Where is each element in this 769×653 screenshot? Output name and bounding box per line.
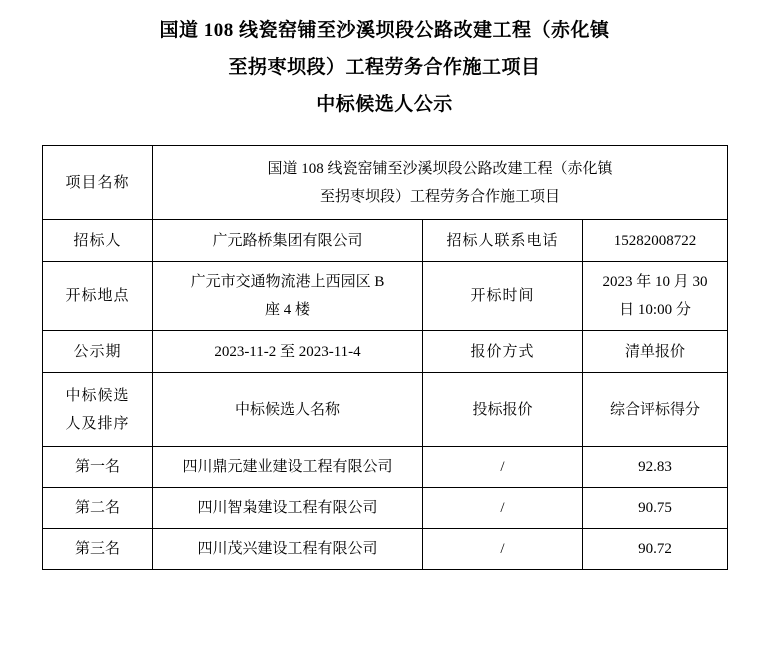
table-row xyxy=(43,220,728,262)
candidate-score: 92.83 xyxy=(583,447,728,488)
candidate-name: 四川智枭建设工程有限公司 xyxy=(153,488,423,529)
bid-open-place-label: 开标地点 xyxy=(43,262,153,331)
candidate-rank: 第一名 xyxy=(43,447,153,488)
table-row xyxy=(43,262,728,331)
table-row xyxy=(43,447,728,488)
candidate-score: 90.75 xyxy=(583,488,728,529)
candidates-label-line-2: 人及排序 xyxy=(65,415,130,432)
bid-open-time-value-line-1: 2023 年 10 月 30 xyxy=(602,274,708,290)
table-row xyxy=(43,529,728,570)
quote-method-value: 清单报价 xyxy=(583,331,728,373)
candidate-price: / xyxy=(423,529,583,570)
page-title xyxy=(0,0,769,123)
tenderee-label: 招标人 xyxy=(43,220,153,262)
candidate-name: 四川茂兴建设工程有限公司 xyxy=(153,529,423,570)
page-title-line-3: 中标候选人公示 xyxy=(316,94,453,115)
table-row xyxy=(43,373,728,447)
tenderee-phone-value: 15282008722 xyxy=(583,220,728,262)
candidates-column-name: 中标候选人名称 xyxy=(153,373,423,447)
bid-open-place-value xyxy=(153,262,423,331)
publicity-period-value: 2023-11-2 至 2023-11-4 xyxy=(153,331,423,373)
project-name-value-line-2: 至拐枣坝段）工程劳务合作施工项目 xyxy=(319,188,560,205)
quote-method-label: 报价方式 xyxy=(423,331,583,373)
candidate-price: / xyxy=(423,488,583,529)
bid-open-time-label: 开标时间 xyxy=(423,262,583,331)
candidate-rank: 第三名 xyxy=(43,529,153,570)
bid-open-time-value-line-2: 日 10:00 分 xyxy=(619,302,691,318)
table-row xyxy=(43,488,728,529)
bid-open-time-value xyxy=(583,262,728,331)
tenderee-phone-label: 招标人联系电话 xyxy=(423,220,583,262)
candidates-column-price: 投标报价 xyxy=(423,373,583,447)
bid-open-place-value-line-1: 广元市交通物流港上西园区 B xyxy=(190,274,385,290)
page-title-line-1: 国道 108 线瓷窑铺至沙溪坝段公路改建工程（赤化镇 xyxy=(159,20,610,41)
announcement-table-wrapper xyxy=(42,145,727,570)
page-title-line-2: 至拐枣坝段）工程劳务合作施工项目 xyxy=(228,57,541,78)
candidates-label xyxy=(43,373,153,447)
table-row xyxy=(43,146,728,220)
tenderee-value: 广元路桥集团有限公司 xyxy=(153,220,423,262)
candidates-column-score: 综合评标得分 xyxy=(583,373,728,447)
bid-open-place-value-line-2: 座 4 楼 xyxy=(264,302,310,318)
candidate-price: / xyxy=(423,447,583,488)
project-name-value xyxy=(153,146,728,220)
announcement-table xyxy=(42,145,728,570)
table-row xyxy=(43,331,728,373)
project-name-value-line-1: 国道 108 线瓷窑铺至沙溪坝段公路改建工程（赤化镇 xyxy=(267,160,613,177)
project-name-label: 项目名称 xyxy=(43,146,153,220)
candidate-rank: 第二名 xyxy=(43,488,153,529)
publicity-period-label: 公示期 xyxy=(43,331,153,373)
candidates-label-line-1: 中标候选 xyxy=(65,387,130,404)
candidate-score: 90.72 xyxy=(583,529,728,570)
candidate-name: 四川鼎元建业建设工程有限公司 xyxy=(153,447,423,488)
